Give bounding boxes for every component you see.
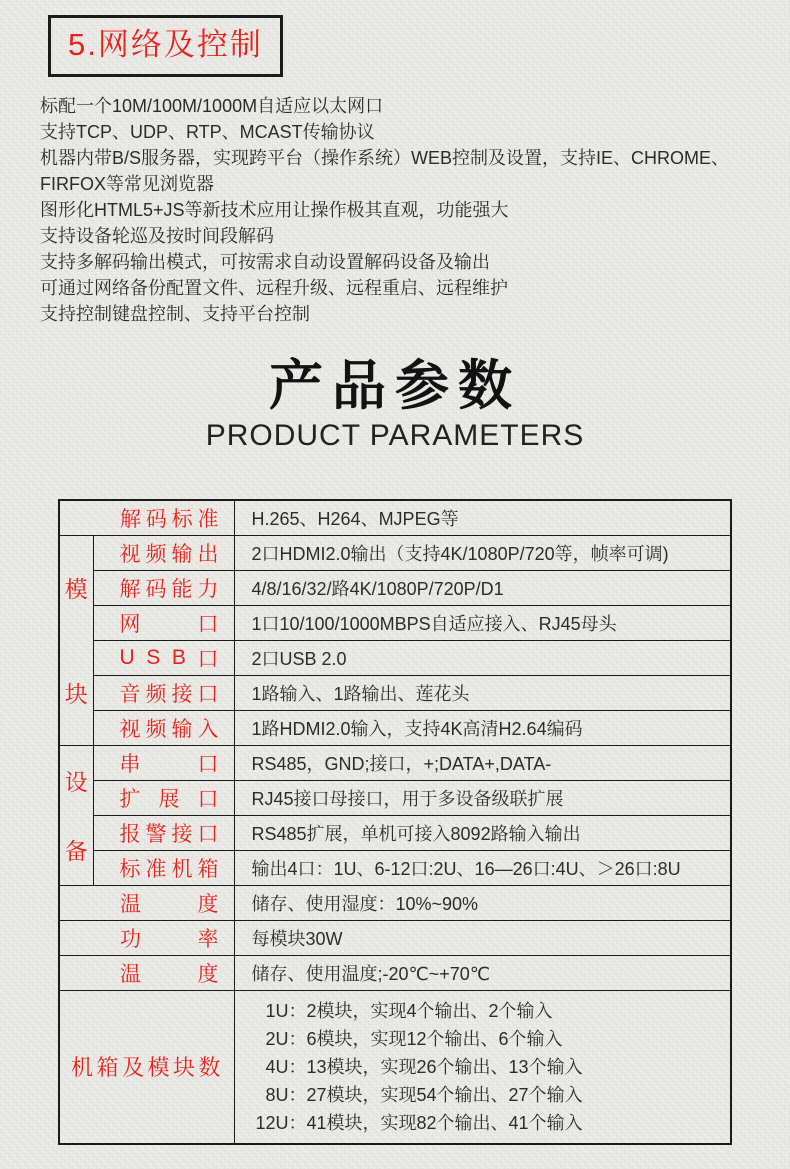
spec-value: RS485，GND;接口，+;DATA+,DATA- [234, 745, 731, 780]
spec-label-char: 报 [119, 822, 141, 846]
feature-list [40, 93, 790, 327]
spec-value: 2口HDMI2.0输出（支持4K/1080P/720等，帧率可调) [234, 535, 731, 570]
spec-label-char: 解 [119, 577, 141, 601]
spec-label-char: 展 [158, 787, 180, 811]
spec-label [93, 745, 234, 780]
section-header-box [48, 15, 283, 77]
spec-label-char: 口 [197, 647, 219, 671]
spec-label [93, 640, 234, 675]
feature-line: 可通过网络备份配置文件、远程升级、远程重启、远程维护 [40, 278, 508, 298]
spec-value: 每模块30W [234, 920, 731, 955]
spec-label [59, 920, 234, 955]
spec-row [59, 535, 731, 570]
spec-label-char: 率 [197, 927, 219, 951]
chassis-size-detail: 41模块，实现82个输出、41个输入 [306, 1112, 583, 1133]
spec-label-text [94, 538, 234, 568]
feature-line: 支持多解码输出模式，可按需求自动设置解码设备及输出 [40, 252, 490, 272]
spec-row [59, 710, 731, 745]
spec-label-char: 输 [171, 717, 193, 741]
spec-label-char: 口 [197, 787, 219, 811]
feature-line: 支持TCP、UDP、RTP、MCAST传输协议 [40, 122, 375, 142]
spec-label [59, 990, 234, 1144]
spec-label-text [94, 853, 234, 883]
spec-label [93, 675, 234, 710]
spec-value: H.265、H264、MJPEG等 [234, 500, 731, 535]
spec-label-char: 模 [147, 1055, 170, 1080]
spec-label-text [94, 783, 234, 813]
spec-label-text [60, 1051, 234, 1082]
spec-label-char: 标 [171, 507, 193, 531]
spec-label-char: 频 [145, 542, 167, 566]
spec-row [59, 640, 731, 675]
spec-label-text [60, 923, 234, 953]
spec-label-char: 温 [120, 962, 141, 986]
spec-label-char: 准 [197, 507, 219, 531]
spec-label-char: 视 [119, 542, 141, 566]
spec-label [93, 570, 234, 605]
spec-group-cell [59, 745, 93, 885]
spec-group-cell [59, 535, 93, 745]
spec-value-line [255, 1081, 731, 1109]
spec-value: 4/8/16/32/路4K/1080P/720P/D1 [234, 570, 731, 605]
spec-row [59, 955, 731, 990]
spec-label [59, 955, 234, 990]
spec-label-char: 箱 [96, 1055, 119, 1080]
spec-value-line [255, 1053, 731, 1081]
spec-label-char: 频 [145, 682, 167, 706]
spec-label-char: 度 [197, 892, 219, 916]
chassis-size-detail: 27模块，实现54个输出、27个输入 [306, 1084, 583, 1105]
spec-group-char: 块 [64, 680, 88, 707]
spec-value-line [255, 1109, 731, 1137]
spec-label-char: 网 [119, 612, 141, 636]
spec-label-char: 输 [171, 542, 193, 566]
spec-label-text [94, 818, 234, 848]
spec-label-char: 警 [145, 822, 167, 846]
spec-label-text [60, 888, 234, 918]
spec-label-char: 接 [171, 682, 193, 706]
spec-value-line [255, 997, 731, 1025]
product-title-en: PRODUCT PARAMETERS [205, 419, 585, 452]
spec-group-char: 设 [64, 768, 88, 795]
spec-label-char: 口 [197, 822, 219, 846]
spec-value: RJ45接口母接口，用于多设备级联扩展 [234, 780, 731, 815]
chassis-size-prefix: 1U： [265, 1000, 307, 1021]
spec-label-char: 温 [120, 892, 141, 916]
spec-label-char: 准 [145, 857, 167, 881]
spec-label-char: 功 [120, 927, 141, 951]
chassis-size-prefix: 2U： [265, 1028, 307, 1049]
spec-label-char: 数 [198, 1055, 221, 1080]
spec-label-char: 口 [197, 682, 219, 706]
spec-label-char: 频 [145, 717, 167, 741]
spec-value: 2口USB 2.0 [234, 640, 731, 675]
spec-value: 1路HDMI2.0输入，支持4K高清H2.64编码 [234, 710, 731, 745]
feature-line: 图形化HTML5+JS等新技术应用让操作极其直观，功能强大 [40, 200, 509, 220]
spec-label-char: 出 [197, 542, 219, 566]
spec-label-char: U [119, 645, 135, 669]
spec-row [59, 780, 731, 815]
spec-value [234, 990, 731, 1144]
spec-group-char: 备 [64, 838, 88, 865]
spec-row [59, 885, 731, 920]
feature-line: FIRFOX等常见浏览器 [40, 174, 214, 194]
chassis-size-prefix: 12U： [255, 1112, 307, 1133]
spec-label-char: 扩 [119, 787, 141, 811]
spec-label-char: 串 [119, 752, 141, 776]
spec-table-body [59, 500, 731, 1144]
spec-table [58, 499, 732, 1145]
spec-value: 1口10/100/1000MBPS自适应接入、RJ45母头 [234, 605, 731, 640]
spec-label-char: 视 [119, 717, 141, 741]
spec-label-char: 接 [171, 822, 193, 846]
spec-value: 1路输入、1路输出、莲花头 [234, 675, 731, 710]
spec-label-char: 机 [171, 857, 193, 881]
spec-row [59, 815, 731, 850]
spec-label-char: 度 [197, 962, 219, 986]
spec-value: RS485扩展，单机可接入8092路输入输出 [234, 815, 731, 850]
spec-label-text [94, 643, 234, 673]
spec-group-label [60, 746, 93, 885]
chassis-size-detail: 6模块，实现12个输出、6个输入 [306, 1028, 563, 1049]
spec-group-char: 模 [64, 576, 88, 603]
spec-row [59, 675, 731, 710]
spec-row [59, 920, 731, 955]
spec-label-char: 能 [171, 577, 193, 601]
spec-label-char: 音 [119, 682, 141, 706]
spec-label [93, 815, 234, 850]
product-title-cn: 产品参数 [269, 356, 521, 416]
spec-group-label [60, 536, 93, 745]
spec-label [93, 710, 234, 745]
feature-line: 机器内带B/S服务器，实现跨平台（操作系统）WEB控制及设置，支持IE、CHROME、 [40, 148, 730, 168]
spec-label-char: 口 [197, 752, 219, 776]
spec-row [59, 570, 731, 605]
spec-label-char: 标 [119, 857, 141, 881]
spec-label-char: 机 [71, 1055, 94, 1080]
spec-label-char: 力 [197, 577, 219, 601]
spec-label [93, 535, 234, 570]
spec-row [59, 500, 731, 535]
chassis-size-prefix: 8U： [265, 1084, 307, 1105]
spec-label-text [60, 958, 234, 988]
feature-line: 标配一个10M/100M/1000M自适应以太网口 [40, 96, 384, 116]
spec-label-text [94, 748, 234, 778]
chassis-size-detail: 2模块，实现4个输出、2个输入 [306, 1000, 553, 1021]
spec-label-char: 解 [120, 507, 141, 531]
spec-label-text [94, 713, 234, 743]
spec-label-char: B [171, 645, 186, 669]
section-title: 5.网络及控制 [68, 27, 263, 62]
spec-label-text [94, 573, 234, 603]
spec-label [93, 605, 234, 640]
spec-label [93, 780, 234, 815]
spec-label-char: 码 [145, 507, 167, 531]
spec-label [93, 850, 234, 885]
spec-label-text [60, 503, 234, 533]
spec-label-text [94, 608, 234, 638]
spec-label-text [94, 678, 234, 708]
spec-row [59, 990, 731, 1144]
spec-value-line [255, 1025, 731, 1053]
spec-row [59, 745, 731, 780]
spec-value: 输出4口：1U、6-12口:2U、16—26口:4U、＞26口:8U [234, 850, 731, 885]
spec-label-char: 码 [145, 577, 167, 601]
spec-row [59, 605, 731, 640]
spec-label-char: 及 [121, 1055, 144, 1080]
spec-label-char: 口 [197, 612, 219, 636]
spec-label-char: 箱 [197, 857, 219, 881]
spec-row [59, 850, 731, 885]
chassis-size-prefix: 4U： [265, 1056, 307, 1077]
spec-label-char: 入 [197, 717, 219, 741]
spec-label [59, 885, 234, 920]
feature-line: 支持控制键盘控制、支持平台控制 [40, 304, 310, 324]
spec-value: 储存、使用湿度：10%~90% [234, 885, 731, 920]
spec-label-char: S [146, 645, 161, 669]
chassis-size-detail: 13模块，实现26个输出、13个输入 [306, 1056, 583, 1077]
spec-value: 储存、使用温度;-20℃~+70℃ [234, 955, 731, 990]
spec-label-char: 块 [172, 1055, 195, 1080]
spec-label [59, 500, 234, 535]
feature-line: 支持设备轮巡及按时间段解码 [40, 226, 274, 246]
